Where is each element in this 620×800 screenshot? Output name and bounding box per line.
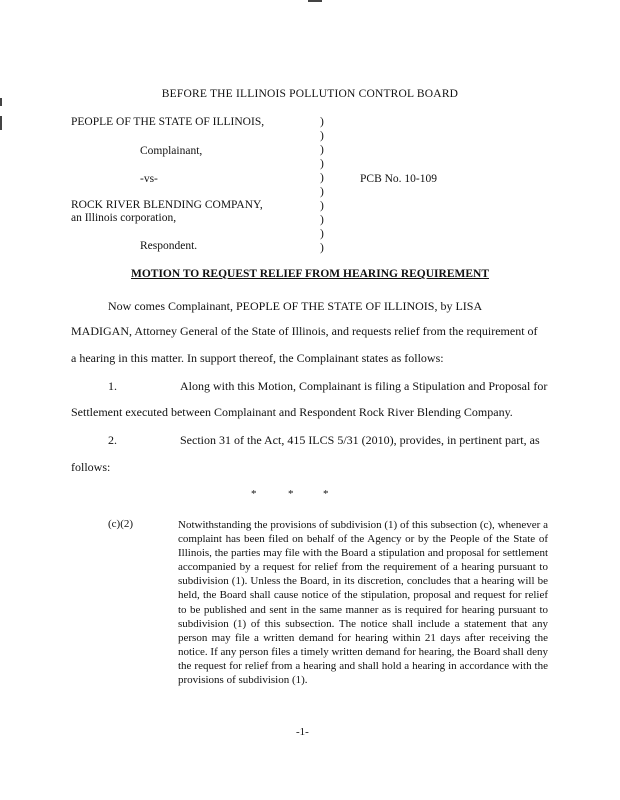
scan-mark xyxy=(308,0,322,2)
caption-paren: ) xyxy=(320,116,324,128)
respondent-role: Respondent. xyxy=(140,240,198,252)
item-text: Section 31 of the Act, 415 ILCS 5/31 (2010), provides, in pertinent part, as xyxy=(180,433,540,447)
caption-paren: ) xyxy=(320,200,324,212)
caption-paren: ) xyxy=(320,186,324,198)
versus-label: -vs- xyxy=(140,173,158,185)
intro-line: MADIGAN, Attorney General of the State of Illinois, and requests relief from the requirement of xyxy=(71,324,538,338)
defendant-description: an Illinois corporation, xyxy=(71,212,177,224)
ellipsis-star: * xyxy=(251,488,257,500)
ellipsis-star: * xyxy=(288,488,294,500)
caption-paren: ) xyxy=(320,242,324,254)
item-text: Settlement executed between Complainant and Respondent Rock River Blending Company. xyxy=(71,405,513,419)
plaintiff-name: PEOPLE OF THE STATE OF ILLINOIS, xyxy=(71,116,265,128)
scan-mark xyxy=(0,116,2,130)
item-text: Along with this Motion, Complainant is filing a Stipulation and Proposal for xyxy=(180,379,548,393)
defendant-name: ROCK RIVER BLENDING COMPANY, xyxy=(71,199,263,211)
caption-paren: ) xyxy=(320,158,324,170)
caption-paren: ) xyxy=(320,144,324,156)
quote-label: (c)(2) xyxy=(108,518,134,530)
caption-paren: ) xyxy=(320,172,324,184)
page-number: -1- xyxy=(296,726,309,738)
statute-quote: Notwithstanding the provisions of subdivision (1) of this subsection (c), whenever a complaint has been filed on behalf of the Agency or by the People of the State of Illinois, the parties may file with the Board a stipulation and proposal for settlement accompanied by a request for relief from the requirement of a hearing pursuant to subdivision (1). Unless the Board, in its discretion, concludes that a hearing will be held, the Board shall cause notice of the stipulation, proposal and request for relief to be published and sent in the same manner as is required for hearing pursuant to subdivision (1) of this subsection. The notice shall include a statement that any person may file a written demand for hearing within 21 days after receiving the notice. If any person files a timely written demand for hearing, the Board shall deny the request for relief from a hearing and shall hold a hearing in accordance with the provisions of subdivision (1). xyxy=(178,519,548,687)
ellipsis-star: * xyxy=(323,488,329,500)
intro-line: a hearing in this matter. In support thereof, the Complainant states as follows: xyxy=(71,351,444,365)
complainant-role: Complainant, xyxy=(140,145,203,157)
caption-paren: ) xyxy=(320,130,324,142)
caption-paren: ) xyxy=(320,228,324,240)
case-number: PCB No. 10-109 xyxy=(360,173,437,185)
motion-title: MOTION TO REQUEST RELIEF FROM HEARING REQUIREMENT xyxy=(130,268,490,280)
item-number: 1. xyxy=(108,379,117,393)
intro-line: Now comes Complainant, PEOPLE OF THE STATE OF ILLINOIS, by LISA xyxy=(108,299,483,313)
court-header: BEFORE THE ILLINOIS POLLUTION CONTROL BOARD xyxy=(161,88,459,100)
item-text: follows: xyxy=(71,460,111,474)
item-number: 2. xyxy=(108,433,117,447)
caption-paren: ) xyxy=(320,214,324,226)
